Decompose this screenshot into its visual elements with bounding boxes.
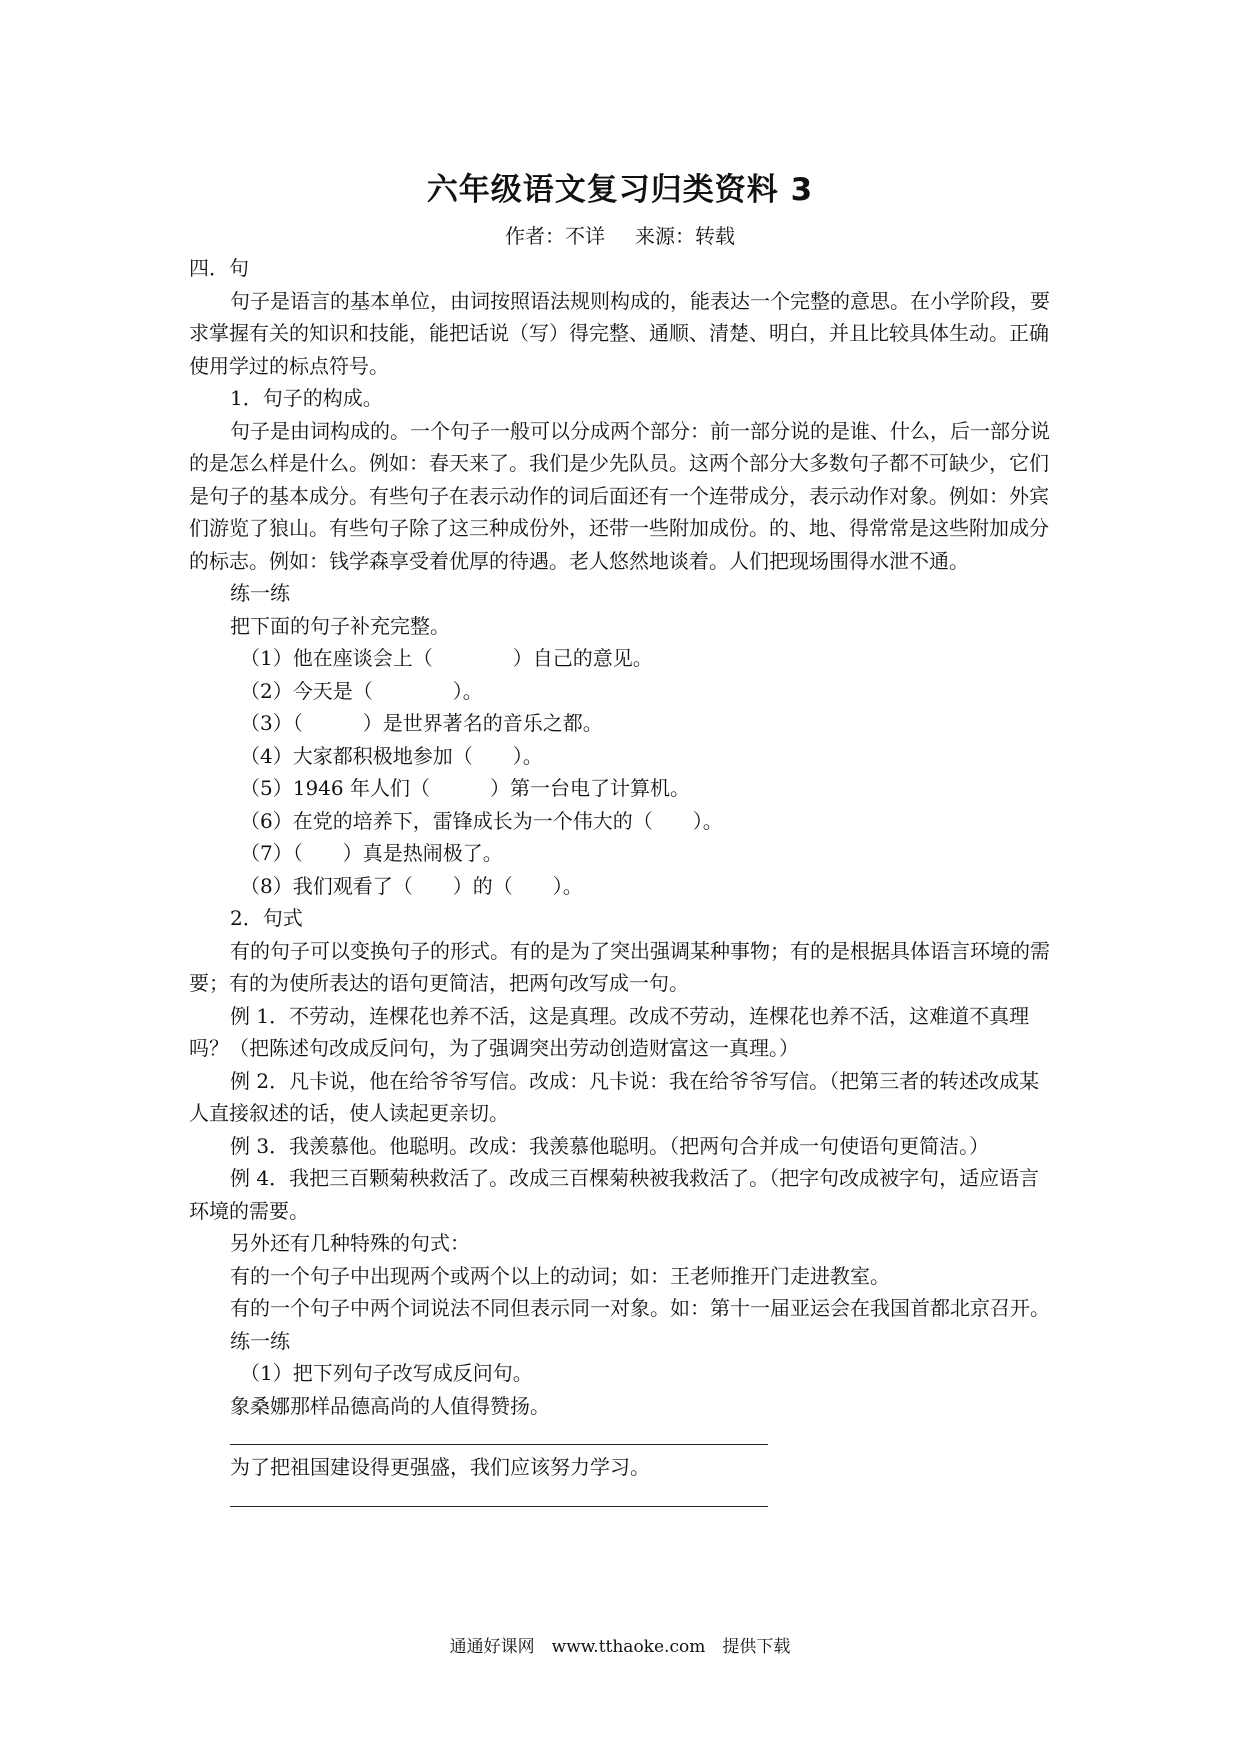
practice-label: 练一练 xyxy=(230,1328,290,1353)
exercise-item: （7）（ ）真是热闹极了。 xyxy=(240,841,503,865)
exercise-item: （5）1946 年人们（ ）第一台电了计算机。 xyxy=(240,776,690,800)
exercise-item: （8）我们观看了（ ）的（ ）。 xyxy=(240,873,583,898)
special-intro: 另外还有几种特殊的句式： xyxy=(230,1231,470,1255)
part2-intro: 有的句子可以变换句子的形式。有的是为了突出强调某种事物；有的是根据具体语言环境的需要；有的为使所表达的语句更简洁，把两句改写成一句。 xyxy=(189,938,1050,995)
answer-line[interactable] xyxy=(230,1430,768,1445)
sentence-item: 为了把祖国建设得更强盛，我们应该努力学习。 xyxy=(230,1455,650,1479)
exercise-item: （2）今天是（ ）。 xyxy=(240,678,483,703)
example-item: 例 4．我把三百颗菊秧救活了。改成三百棵菊秧被我救活了。（把字句改成被字句，适应语言环境的需要。 xyxy=(189,1166,1040,1223)
example-item: 例 3．我羡慕他。他聪明。改成：我羡慕他聪明。（把两句合并成一句使语句更简洁。） xyxy=(230,1133,990,1158)
exercise-item: （6）在党的培养下，雷锋成长为一个伟大的（ ）。 xyxy=(240,808,723,833)
page-title: 六年级语文复习归类资料 3 xyxy=(426,172,814,208)
section-heading: 四．句 xyxy=(189,256,249,280)
section-intro: 句子是语言的基本单位，由词按照语法规则构成的，能表达一个完整的意思。在小学阶段，要求掌握有关的知识和技能，能把话说（写）得完整、通顺、清楚、明白，并且比较具体生动。正确使用学过的标点符号。 xyxy=(189,288,1050,378)
example-item: 例 2．凡卡说，他在给爷爷写信。改成：凡卡说：我在给爷爷写信。（把第三者的转述改成某人直接叙述的话，使人读起更亲切。 xyxy=(189,1068,1040,1125)
practice-instruction: 把下面的句子补充完整。 xyxy=(230,613,450,638)
special-item: 有的一个句子中两个词说法不同但表示同一对象。如：第十一届亚运会在我国首都北京召开。 xyxy=(230,1296,1050,1320)
practice-instruction: （1）把下列句子改写成反问句。 xyxy=(240,1361,533,1385)
part1-text: 句子是由词构成的。一个句子一般可以分成两个部分：前一部分说的是谁、什么，后一部分说的是怎么样是什么。例如：春天来了。我们是少先队员。这两个部分大多数句子都不可缺少，它们是句子的基本成分。有些句子在表示动作的词后面还有一个连带成分，表示动作对象。例如：外宾们游览了狼山。有些句子除了这三种成份外，还带一些附加成份。的、地、得常常是这些附加成分的标志。例如：钱学森享受着优厚的待遇。老人悠然地谈着。人们把现场围得水泄不通。 xyxy=(189,418,1050,573)
special-item: 有的一个句子中出现两个或两个以上的动词；如：王老师推开门走进教室。 xyxy=(230,1263,890,1288)
page-footer: 通通好课网 www.tthaoke.com 提供下载 xyxy=(449,1637,791,1657)
part1-heading: 1．句子的构成。 xyxy=(230,386,383,410)
author-label: 作者：不详 xyxy=(505,224,605,248)
document-body xyxy=(189,252,1055,1507)
practice-label: 练一练 xyxy=(230,581,290,605)
exercise-item: （1）他在座谈会上（ ）自己的意见。 xyxy=(240,646,653,670)
exercise-item: （3）（ ）是世界著名的音乐之都。 xyxy=(240,711,603,735)
example-item: 例 1．不劳动，连棵花也养不活，这是真理。改成不劳动，连棵花也养不活，这难道不真理吗？（把陈述句改成反问句，为了强调突出劳动创造财富这一真理。） xyxy=(189,1003,1030,1060)
sentence-item: 象桑娜那样品德高尚的人值得赞扬。 xyxy=(230,1393,550,1418)
answer-line[interactable] xyxy=(230,1492,768,1507)
doc-meta xyxy=(0,220,1240,249)
part2-heading: 2．句式 xyxy=(230,906,303,930)
exercise-item: （4）大家都积极地参加（ ）。 xyxy=(240,743,543,768)
source-label: 来源：转载 xyxy=(635,224,735,248)
